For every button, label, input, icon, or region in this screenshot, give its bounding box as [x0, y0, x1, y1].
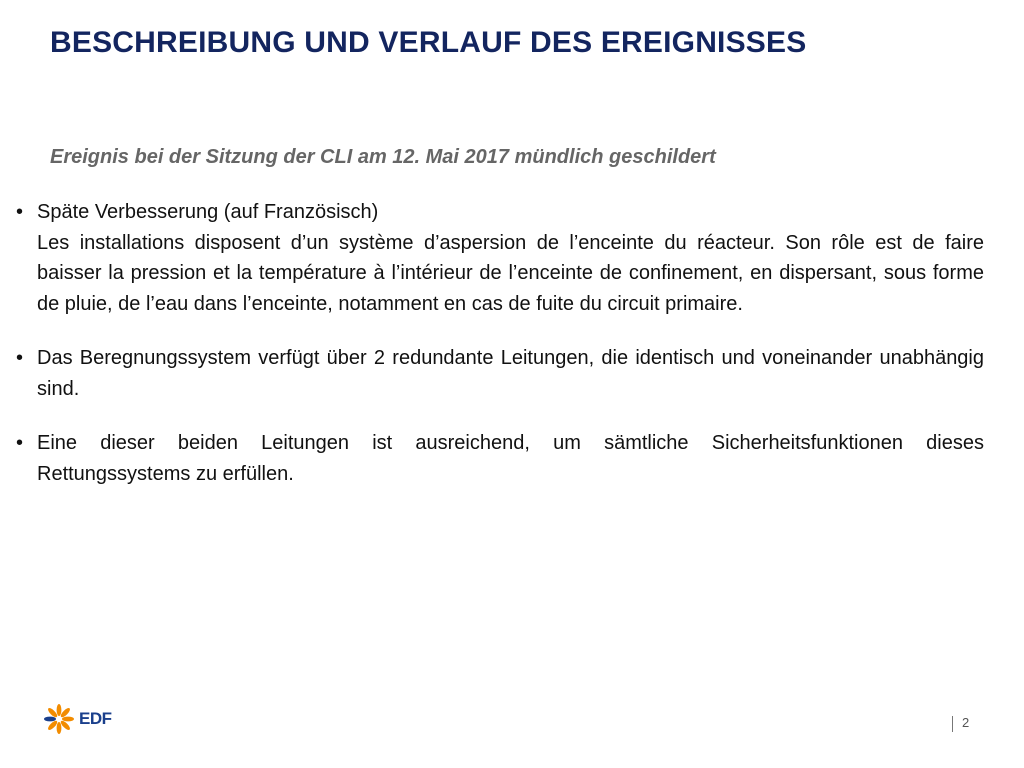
bullet-item-3 — [16, 428, 984, 489]
bullet-item-2 — [16, 343, 984, 404]
bullet-dot: • — [16, 432, 24, 454]
bullet-text: Das Beregnungssystem verfügt über 2 redundante Leitungen, die identisch und voneinander unabhängig sind. — [37, 347, 984, 400]
edf-flower-icon — [42, 702, 76, 736]
page-number-separator — [952, 716, 953, 732]
slide-title: BESCHREIBUNG UND VERLAUF DES EREIGNISSES — [50, 26, 807, 59]
logo-text: EDF — [79, 709, 112, 728]
edf-logo — [42, 701, 122, 737]
bullet-heading: Späte Verbesserung (auf Französisch) — [37, 201, 379, 223]
bullet-dot: • — [16, 347, 24, 369]
bullet-item-1 — [16, 197, 984, 319]
slide-subtitle: Ereignis bei der Sitzung der CLI am 12. Mai 2017 mündlich geschildert — [50, 146, 716, 168]
page-number: 2 — [962, 715, 970, 730]
bullet-text: Les installations disposent d’un système d’aspersion de l’enceinte du réacteur. Son rôle est de faire baisser la pression et la température à l’intérieur de l’enceinte de confinement, en dispersant, sous forme de pluie, de l’eau dans l’enceinte, notamment en cas de fuite du circuit primaire. — [37, 231, 984, 315]
bullet-list — [16, 197, 984, 513]
bullet-text: Eine dieser beiden Leitungen ist ausreichend, um sämtliche Sicherheitsfunktionen dieses Rettungssystems zu erfüllen. — [37, 432, 984, 485]
bullet-dot: • — [16, 201, 24, 223]
